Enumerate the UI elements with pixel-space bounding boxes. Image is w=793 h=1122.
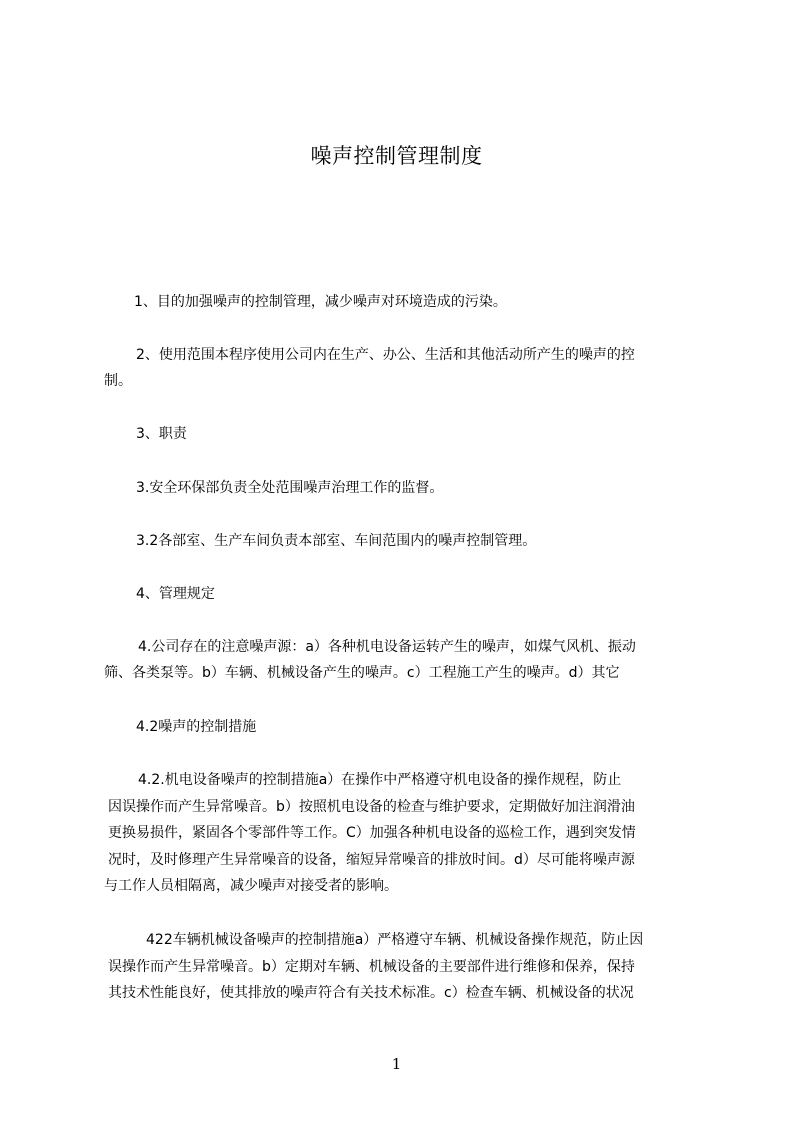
paragraph-responsibility-1: 3.安全环保部负责全处范围噪声治理工作的监督。	[136, 480, 444, 496]
paragraph-noise-sources-line-1: 4.公司存在的注意噪声源：a）各种机电设备运转产生的噪声，如煤气风机、振动	[138, 639, 636, 655]
paragraph-equipment-measures-line-5: 与工作人员相隔离，减少噪声对接受者的影响。	[104, 878, 398, 894]
paragraph-vehicle-measures-line-2: 误操作而产生异常噪音。b）定期对车辆、机械设备的主要部件进行维修和保养，保持	[108, 959, 635, 975]
paragraph-vehicle-measures-line-1: 422车辆机械设备噪声的控制措施a）严格遵守车辆、机械设备操作规范，防止因	[146, 932, 644, 948]
paragraph-equipment-measures-line-3: 更换易损件，紧固各个零部件等工作。C）加强各种机电设备的巡检工作，遇到突发情	[108, 825, 636, 841]
paragraph-equipment-measures-line-4: 况时，及时修理产生异常噪音的设备，缩短异常噪音的排放时间。d）尽可能将噪声源	[108, 852, 635, 868]
paragraph-responsibilities-heading: 3、职责	[136, 426, 187, 442]
paragraph-responsibility-2: 3.2各部室、生产车间负责本部室、车间范围内的噪声控制管理。	[136, 533, 537, 549]
paragraph-control-measures-heading: 4.2噪声的控制措施	[136, 719, 257, 735]
paragraph-scope-line-1: 2、使用范围本程序使用公司内在生产、办公、生活和其他活动所产生的噪声的控	[136, 347, 635, 363]
paragraph-rules-heading: 4、管理规定	[136, 586, 215, 602]
paragraph-purpose: 1、目的加强噪声的控制管理，减少噪声对环境造成的污染。	[134, 294, 507, 310]
document-title: 噪声控制管理制度	[310, 144, 483, 168]
paragraph-scope-line-2: 制。	[104, 373, 132, 389]
paragraph-vehicle-measures-line-3: 其技术性能良好，使其排放的噪声符合有关技术标准。c）检查车辆、机械设备的状况	[108, 985, 634, 1001]
paragraph-equipment-measures-line-2: 因误操作而产生异常噪音。b）按照机电设备的检查与维护要求，定期做好加注润滑油	[108, 799, 635, 815]
paragraph-equipment-measures-line-1: 4.2.机电设备噪声的控制措施a）在操作中严格遵守机电设备的操作规程，防止	[138, 772, 622, 788]
page-number: 1	[391, 1055, 402, 1073]
paragraph-noise-sources-line-2: 筛、各类泵等。b）车辆、机械设备产生的噪声。c）工程施工产生的噪声。d）其它	[104, 665, 620, 681]
